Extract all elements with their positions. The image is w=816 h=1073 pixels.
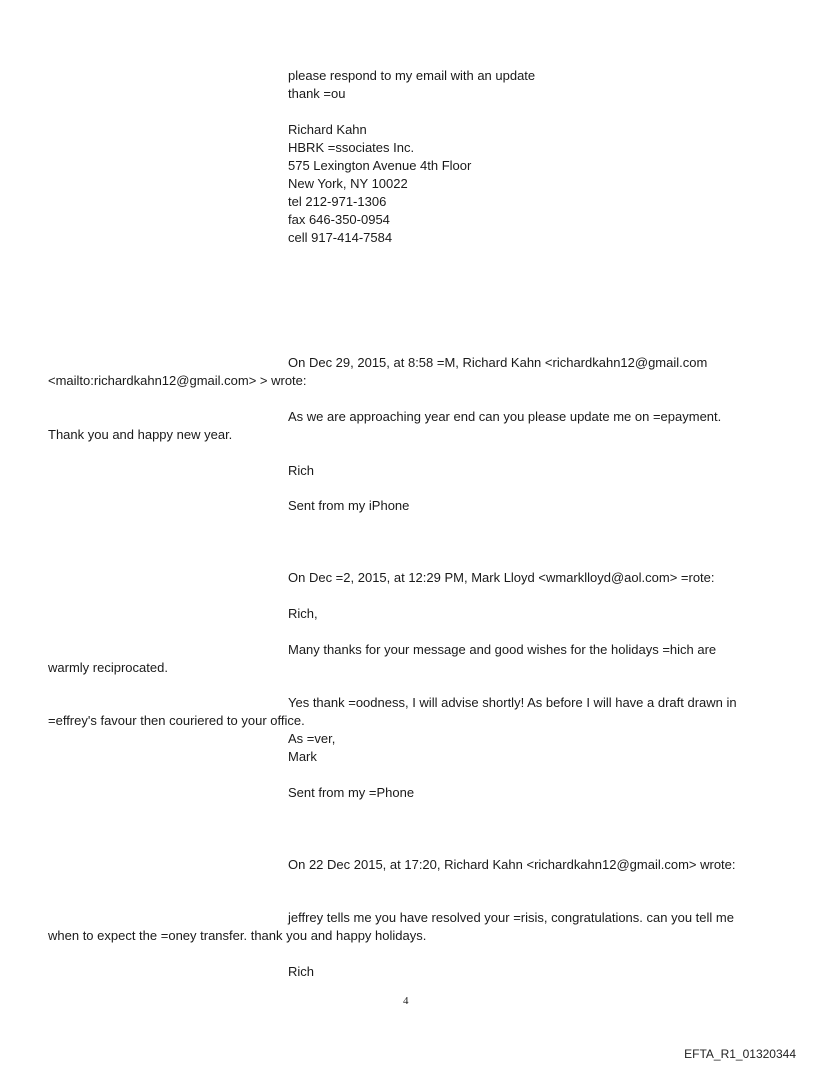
quote1-signoff: Rich (288, 463, 315, 478)
quote2-para1-line-1: Many thanks for your message and good wishes for the holidays =hich are (288, 642, 717, 657)
quote2-para2-line-1: Yes thank =oodness, I will advise shortly! As before I will have a draft drawn in (288, 695, 737, 710)
signature-tel: tel 212-971-1306 (288, 194, 387, 209)
reply-line-1: please respond to my email with an update (288, 68, 536, 83)
page-number: 4 (403, 995, 409, 1007)
quote2-greeting: Rich, (288, 606, 318, 621)
quote3-header: On 22 Dec 2015, at 17:20, Richard Kahn <richardkahn12@gmail.com> wrote: (288, 857, 736, 872)
quote2-header: On Dec =2, 2015, at 12:29 PM, Mark Lloyd <wmarklloyd@aol.com> =rote: (288, 570, 715, 585)
quote3-signoff: Rich (288, 964, 315, 979)
quote2-name: Mark (288, 749, 317, 764)
quote1-header-line-1: On Dec 29, 2015, at 8:58 =M, Richard Kahn <richardkahn12@gmail.com (288, 355, 708, 370)
quote2-sent-from: Sent from my =Phone (288, 785, 415, 800)
quote1-header-line-2: <mailto:richardkahn12@gmail.com> > wrote: (48, 373, 307, 388)
reply-line-2: thank =ou (288, 86, 346, 101)
quote2-para1-line-2: warmly reciprocated. (48, 660, 168, 675)
quote3-body-line-2: when to expect the =oney transfer. thank you and happy holidays. (48, 928, 427, 943)
quote1-sent-from: Sent from my iPhone (288, 498, 410, 513)
quote3-body-line-1: jeffrey tells me you have resolved your =risis, congratulations. can you tell me (288, 910, 734, 925)
signature-name: Richard Kahn (288, 122, 367, 137)
document-id: EFTA_R1_01320344 (684, 1047, 796, 1061)
signature-address-2: New York, NY 10022 (288, 176, 408, 191)
quote2-para2-line-2: =effrey's favour then couriered to your office. (48, 713, 305, 728)
signature-company: HBRK =ssociates Inc. (288, 140, 415, 155)
signature-cell: cell 917-414-7584 (288, 230, 393, 245)
signature-fax: fax 646-350-0954 (288, 212, 390, 227)
quote2-closing: As =ver, (288, 731, 336, 746)
signature-address-1: 575 Lexington Avenue 4th Floor (288, 158, 472, 173)
quote1-body-line-1: As we are approaching year end can you please update me on =epayment. (288, 409, 722, 424)
quote1-body-line-2: Thank you and happy new year. (48, 427, 233, 442)
